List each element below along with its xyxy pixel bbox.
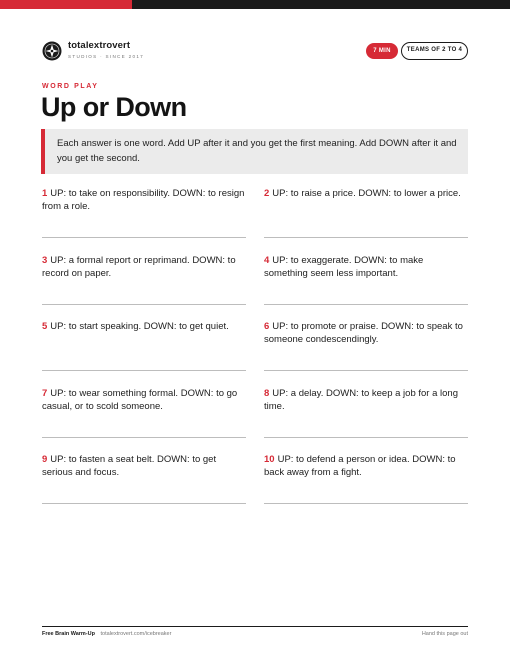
teams-badge: TEAMS OF 2 TO 4 — [401, 42, 468, 60]
clue-number: 6 — [264, 321, 270, 332]
answer-line[interactable] — [42, 304, 246, 305]
clue-number: 5 — [42, 321, 48, 332]
clue-text: UP: to wear something formal. DOWN: to go casual, or to scold someone. — [42, 387, 238, 412]
eyebrow: WORD PLAY — [42, 83, 99, 90]
top-bar — [0, 0, 510, 9]
clue-item — [42, 254, 246, 280]
brand-name: totalextrovert — [68, 40, 131, 51]
clue-number: 3 — [42, 254, 48, 266]
compass-emblem-icon — [42, 41, 62, 61]
clue-item — [264, 320, 468, 346]
clue-text: UP: to defend a person or idea. DOWN: to back away from a fight. — [264, 454, 456, 478]
clue-item — [42, 320, 246, 333]
clue-number: 7 — [42, 387, 48, 399]
clue-text: UP: to start speaking. DOWN: to get quiet. — [50, 321, 229, 332]
clue-item — [264, 387, 468, 413]
answer-line[interactable] — [264, 503, 468, 504]
clue-number: 4 — [264, 254, 270, 266]
clue-number: 10 — [264, 454, 275, 465]
footer-left — [42, 631, 171, 637]
clue-text: UP: to fasten a seat belt. DOWN: to get serious and focus. — [42, 454, 217, 478]
answer-line[interactable] — [42, 503, 246, 504]
clue-text: UP: to take on responsibility. DOWN: to resign from a role. — [42, 188, 245, 212]
clue-item — [264, 187, 468, 200]
clue-number: 8 — [264, 387, 270, 399]
time-badge: 7 MIN — [366, 43, 398, 59]
answer-line[interactable] — [42, 237, 246, 238]
answer-line[interactable] — [264, 304, 468, 305]
clue-item — [264, 453, 468, 479]
clue-item — [42, 387, 246, 413]
answer-line[interactable] — [42, 437, 246, 438]
footer-url: totalextrovert.com/icebreaker — [100, 631, 172, 637]
answer-line[interactable] — [42, 370, 246, 371]
clue-number: 1 — [42, 188, 48, 199]
clue-number: 9 — [42, 454, 48, 465]
answer-line[interactable] — [264, 437, 468, 438]
footer-label: Free Brain Warm-Up — [42, 631, 95, 637]
clue-text: UP: to promote or praise. DOWN: to speak to someone condescendingly. — [264, 321, 463, 345]
intro-callout: Each answer is one word. Add UP after it and you get the first meaning. Add DOWN after it and you get the second. — [41, 129, 468, 174]
clue-text: UP: to exaggerate. DOWN: to make something seem less important. — [264, 254, 424, 279]
brand — [42, 40, 144, 61]
clue-item — [264, 254, 468, 280]
clue-text: UP: a delay. DOWN: to keep a job for a long time. — [264, 387, 458, 412]
brand-tagline: STUDIOS · SINCE 2017 — [68, 54, 145, 59]
answer-line[interactable] — [264, 237, 468, 238]
page-title: Up or Down — [41, 92, 187, 122]
footer-note: Hand this page out — [421, 631, 468, 637]
footer-rule — [42, 626, 468, 627]
answer-line[interactable] — [264, 370, 468, 371]
clue-text: UP: to raise a price. DOWN: to lower a price. — [272, 188, 461, 199]
top-bar-accent — [0, 0, 132, 9]
clue-text: UP: a formal report or reprimand. DOWN: to record on paper. — [42, 254, 236, 279]
clue-number: 2 — [264, 188, 270, 199]
clue-item — [42, 187, 246, 213]
clue-item — [42, 453, 246, 479]
